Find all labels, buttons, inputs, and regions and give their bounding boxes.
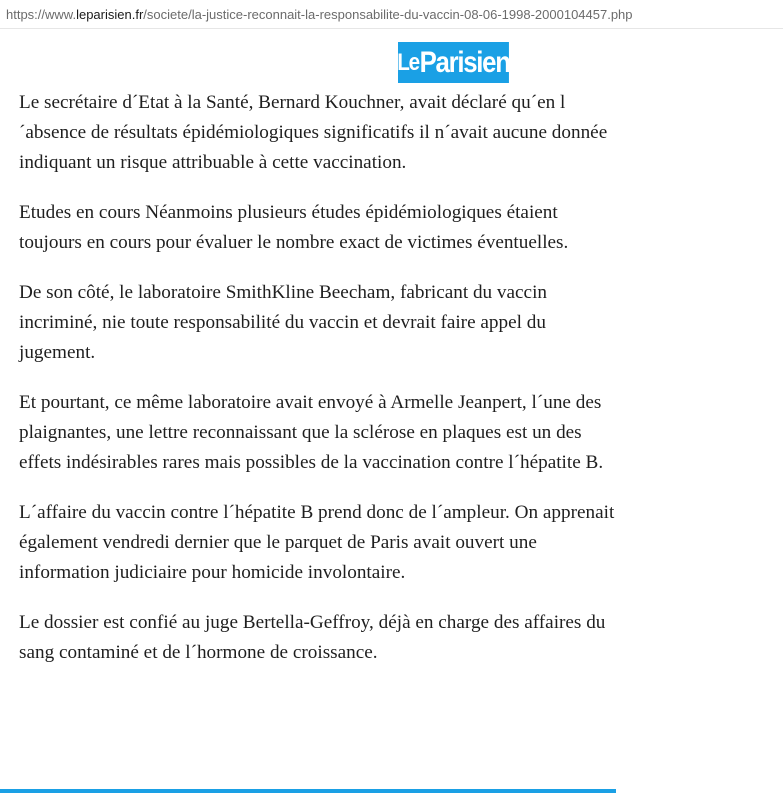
le-parisien-logo[interactable] [398, 42, 509, 83]
url-domain: leparisien.fr [76, 7, 144, 22]
url-path: /societe/la-justice-reconnait-la-responsabilite-du-vaccin-08-06-1998-2000104457.php [143, 7, 633, 22]
article-paragraph-6: Le dossier est confié au juge Bertella-Geffroy, déjà en charge des affaires du sang contaminé et de l´hormone de croissance. [19, 612, 606, 663]
logo-parisien-text: Parisien [419, 45, 510, 79]
article-paragraph-5: L´affaire du vaccin contre l´hépatite B prend donc de l´ampleur. On apprenait également vendredi dernier que le parquet de Paris avait ouvert une information judiciaire pour homicide involontaire. [19, 502, 615, 583]
article-paragraph-4: Et pourtant, ce même laboratoire avait envoyé à Armelle Jeanpert, l´une des plaignantes, une lettre reconnaissant que la sclérose en plaques est un des effets indésirables rares mais possibles de la vaccination contre l´hépatite B. [19, 392, 604, 473]
article-paragraph-2: Etudes en cours Néanmoins plusieurs études épidémiologiques étaient toujours en cours pour évaluer le nombre exact de victimes éventuelles. [19, 202, 569, 253]
url-prefix: https://www. [6, 7, 77, 22]
article-paragraph-1: Le secrétaire d´Etat à la Santé, Bernard Kouchner, avait déclaré qu´en l´absence de résultats épidémiologiques significatifs il n´avait aucune donnée indiquant un risque attribuable à cette vaccination. [19, 92, 608, 173]
article-body [19, 88, 619, 688]
article-paragraph-3: De son côté, le laboratoire SmithKline Beecham, fabricant du vaccin incriminé, nie toute responsabilité du vaccin et devrait faire appel du jugement. [19, 282, 547, 363]
bottom-divider [0, 789, 616, 793]
logo-le-text: Le [397, 48, 419, 76]
address-bar[interactable] [0, 0, 783, 29]
